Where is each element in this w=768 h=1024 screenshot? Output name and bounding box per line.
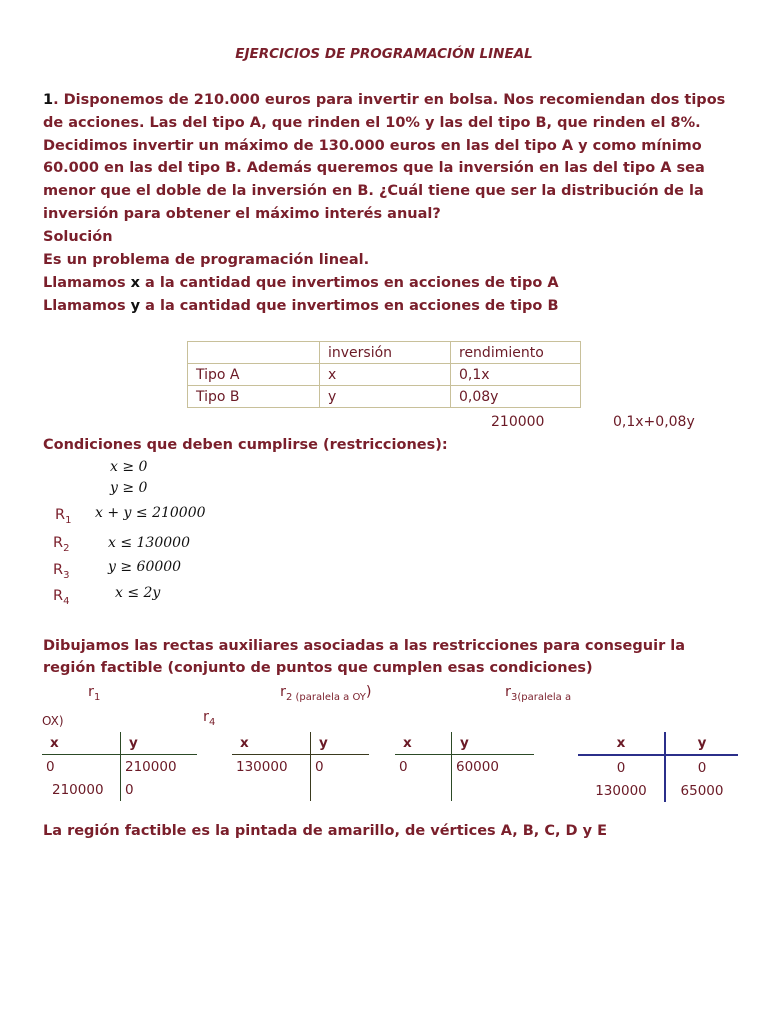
r-subscript: 3 (510, 691, 518, 703)
table-row (578, 779, 738, 802)
constraint-r1: x + y ≤ 210000 (95, 505, 206, 521)
constraint-r3: y ≥ 60000 (108, 559, 182, 575)
table-row (395, 755, 534, 779)
investment-table (187, 341, 581, 408)
table-cell: 0 (125, 781, 134, 798)
r-subscript-note (286, 692, 366, 703)
table-cell: inversión (320, 342, 451, 364)
table-r3 (395, 732, 534, 801)
r-subscript: 4 (63, 595, 70, 607)
table-header: x (578, 732, 665, 755)
table-cell: Tipo B (188, 386, 320, 408)
table-row (42, 732, 197, 755)
table-row (578, 755, 738, 779)
table-row (578, 732, 738, 755)
r-subscript: 1 (65, 514, 72, 526)
table-r4 (578, 732, 738, 802)
table-cell: 210000 (42, 778, 121, 801)
table-cell: 0 (697, 759, 707, 776)
aux-lines-text: Dibujamos las rectas auxiliares asociadas a las restricciones para conseguir la región factible (conjunto de puntos que cumplen esas condiciones) (43, 638, 686, 676)
r-subscript: 1 (93, 691, 101, 703)
table-r2 (232, 732, 369, 801)
table-row (395, 778, 534, 801)
r-letter: r (203, 709, 209, 725)
total-investment: 210000 (491, 414, 545, 430)
table-row (395, 732, 534, 755)
conclusion: La región factible es la pintada de amarillo, de vértices A, B, C, D y E (43, 823, 608, 839)
r-subscript: 3 (63, 569, 70, 581)
table-row (188, 364, 581, 386)
line3-pre: Llamamos (43, 298, 131, 314)
constraint-y-nonneg: y ≥ 0 (110, 480, 148, 496)
r-letter: r (88, 684, 94, 700)
table-cell (452, 778, 535, 801)
table-cell (311, 778, 370, 801)
table-row (188, 386, 581, 408)
table-header: x (42, 732, 121, 755)
problem-number: 1 (43, 92, 54, 108)
table-cell: Tipo A (188, 364, 320, 386)
table-cell: 0 (395, 755, 452, 779)
r-letter: R (55, 507, 66, 523)
line3-post: a la cantidad que invertimos en acciones de tipo B (140, 298, 559, 314)
table-cell: 210000 (125, 758, 177, 775)
table-cell: 0,1x (451, 364, 581, 386)
constraints-heading: Condiciones que deben cumplirse (restricciones): (43, 437, 448, 453)
table-header: x (395, 732, 452, 755)
r-letter: R (53, 535, 64, 551)
solution-line-1: Es un problema de programación lineal. (43, 252, 370, 268)
line-label-r3-cont: OX) (42, 714, 64, 728)
constraint-x-nonneg: x ≥ 0 (110, 459, 148, 475)
table-cell: 0 (578, 755, 665, 779)
table-header: y (129, 735, 138, 751)
table-row (188, 342, 581, 364)
table-header: y (319, 735, 328, 751)
table-r1 (42, 732, 197, 801)
constraint-r4: x ≤ 2y (115, 585, 161, 601)
r-letter: r (505, 684, 511, 700)
r-note: (paralela a OY (292, 691, 366, 703)
r-subscript-note (511, 692, 571, 703)
table-header: y (697, 735, 707, 751)
table-row (42, 755, 197, 779)
r-close: ) (365, 684, 372, 700)
constraint-label-r2 (53, 535, 69, 554)
table-cell: 130000 (232, 755, 311, 779)
table-cell: 130000 (578, 779, 665, 802)
r-subscript: 2 (63, 542, 70, 554)
r-letter: R (53, 588, 64, 604)
table-cell: 0 (315, 758, 324, 775)
table-cell: 65000 (680, 782, 724, 799)
problem-text: . Disponemos de 210.000 euros para invertir en bolsa. Nos recomiendan dos tipos de acciones. Las del tipo A, que rinden el 10% y las del tipo B, que rinden el 8%. Decidimos invertir un máximo de 130.000 euros en las del tipo A y como mínimo 60.000 en las del tipo B. Además queremos que la inversión en las del tipo A sea menor que el doble de la inversión en B. ¿Cuál tiene que ser la distribución de la inversión para obtener el máximo interés anual? (43, 92, 726, 222)
table-cell: rendimiento (451, 342, 581, 364)
line-label-r4 (203, 709, 215, 728)
table-cell: 60000 (456, 758, 499, 775)
table-cell: y (320, 386, 451, 408)
r-letter: R (53, 562, 64, 578)
constraint-label-r4 (53, 588, 69, 607)
problem-statement (43, 89, 728, 226)
table-cell: x (320, 364, 451, 386)
table-row (232, 732, 369, 755)
table-row (232, 755, 369, 779)
page-title: EJERCICIOS DE PROGRAMACIÓN LINEAL (235, 46, 533, 62)
line2-var: x (130, 275, 140, 291)
constraint-label-r3 (53, 562, 69, 581)
total-yield: 0,1x+0,08y (613, 414, 695, 430)
r-letter: r (280, 684, 286, 700)
r-note: (paralela a (517, 691, 572, 703)
line-label-r1 (88, 684, 100, 703)
table-cell (188, 342, 320, 364)
table-row (232, 778, 369, 801)
solution-heading: Solución (43, 229, 113, 245)
r-subscript: 4 (208, 716, 216, 728)
table-cell (232, 778, 311, 801)
constraint-label-r1 (55, 507, 71, 526)
table-header: y (460, 735, 469, 751)
line3-var: y (130, 298, 141, 314)
constraint-r2: x ≤ 130000 (108, 535, 190, 551)
solution-line-2 (43, 275, 559, 291)
table-cell (395, 778, 452, 801)
line-label-r3 (505, 684, 571, 703)
table-cell: 0 (42, 755, 121, 779)
r-subscript: 2 (285, 691, 293, 703)
table-cell: 0,08y (451, 386, 581, 408)
solution-line-3 (43, 298, 559, 314)
line2-post: a la cantidad que invertimos en acciones de tipo A (140, 275, 559, 291)
table-header: x (232, 732, 311, 755)
line2-pre: Llamamos (43, 275, 131, 291)
table-row (42, 778, 197, 801)
line-label-r2 (280, 684, 372, 703)
